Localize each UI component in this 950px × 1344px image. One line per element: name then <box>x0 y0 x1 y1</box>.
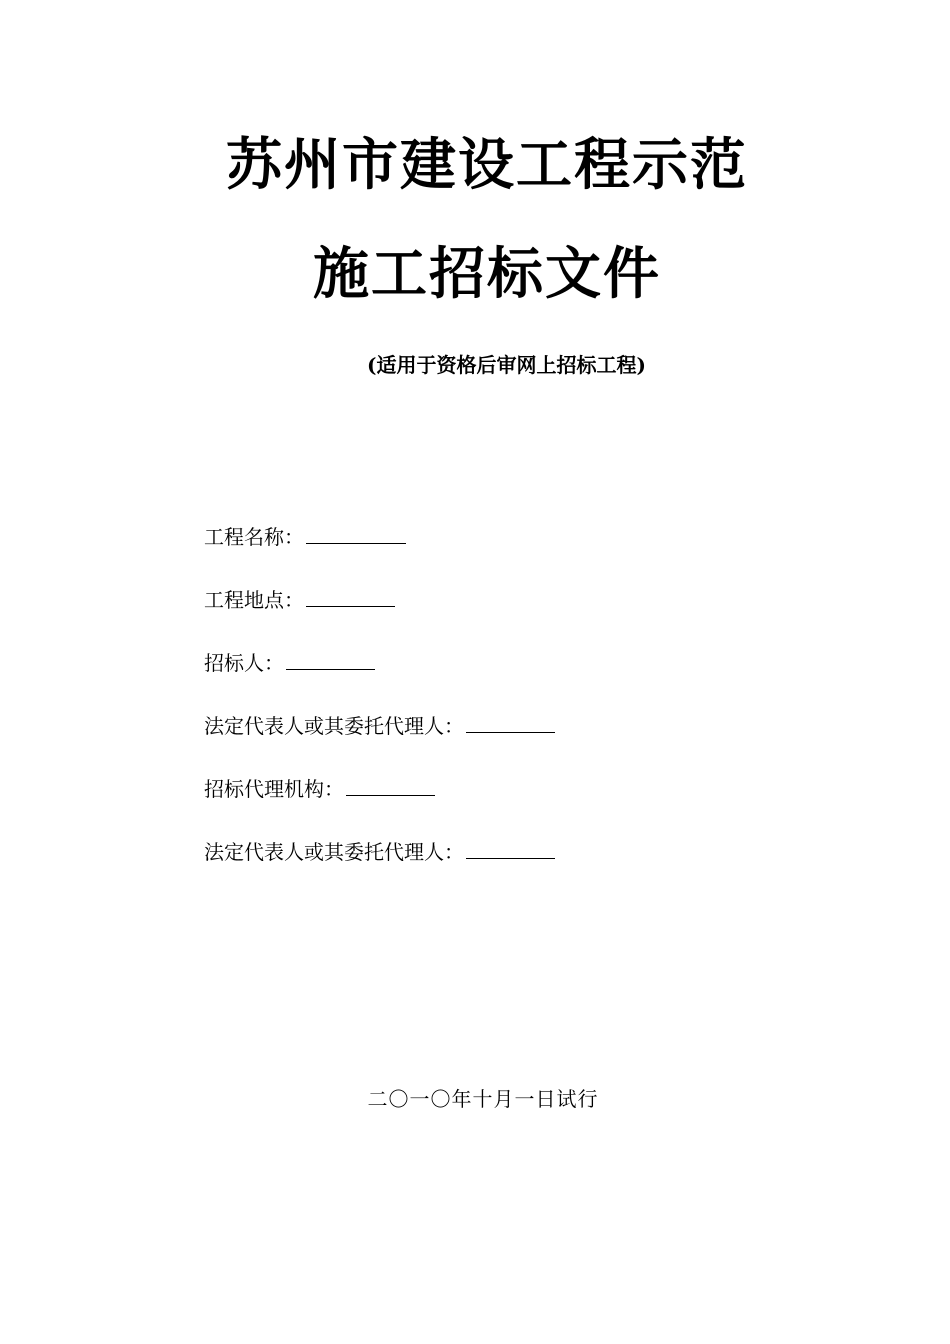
field-project-location <box>204 584 555 647</box>
blank-line <box>286 647 375 670</box>
field-project-name <box>204 521 555 584</box>
field-label: 招标代理机构： <box>204 777 344 801</box>
blank-line <box>306 521 406 544</box>
document-title-line-1: 苏州市建设工程示范 <box>226 133 748 198</box>
field-tender-agency <box>204 773 555 836</box>
cover-fields <box>204 521 555 899</box>
field-label: 法定代表人或其委托代理人： <box>204 840 464 864</box>
footer-date: 二〇一〇年十月一日试行 <box>367 1087 599 1111</box>
field-tenderer <box>204 647 555 710</box>
blank-line <box>346 773 435 796</box>
field-agency-legal-representative <box>204 836 555 899</box>
field-label: 法定代表人或其委托代理人： <box>204 714 464 738</box>
field-label: 工程地点： <box>204 588 304 612</box>
blank-line <box>306 584 395 607</box>
field-label: 工程名称： <box>204 525 304 549</box>
document-title-line-2: 施工招标文件 <box>313 242 661 307</box>
blank-line <box>466 836 555 859</box>
document-subtitle: (适用于资格后审网上招标工程) <box>367 353 646 377</box>
blank-line <box>466 710 555 733</box>
field-legal-representative <box>204 710 555 773</box>
field-label: 招标人： <box>204 651 284 675</box>
